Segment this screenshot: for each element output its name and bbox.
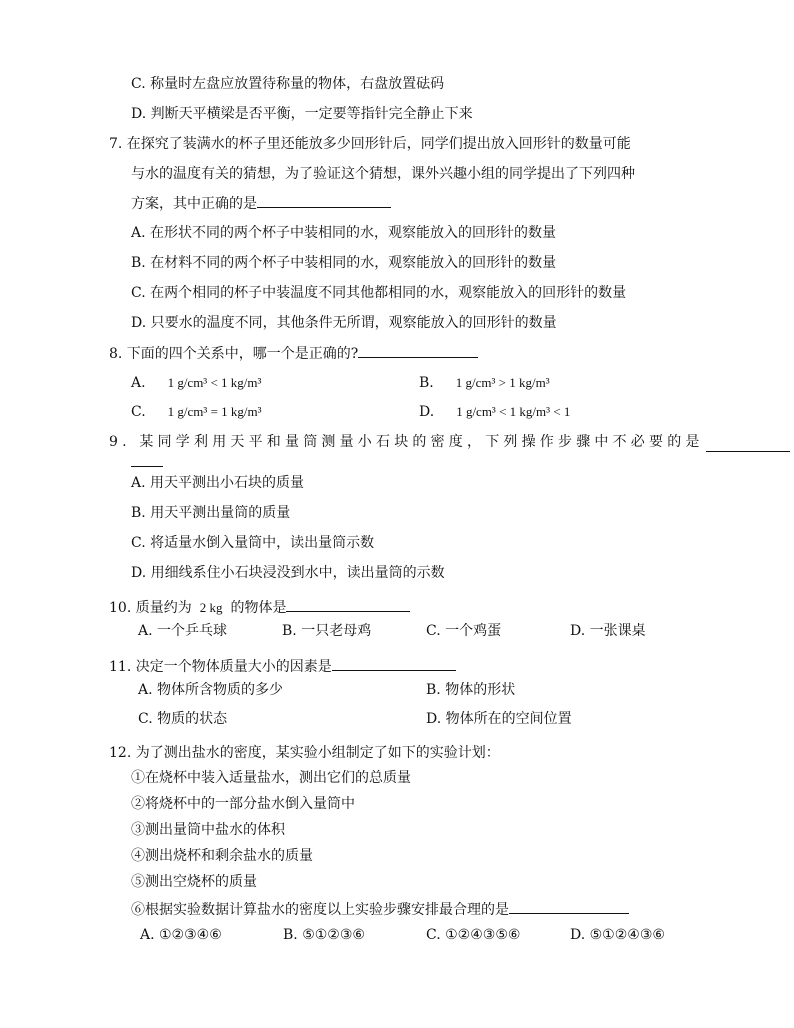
q10-stem xyxy=(109,597,410,618)
q8-option-d xyxy=(419,402,570,422)
q7-stem-line2: 与水的温度有关的猜想，为了验证这个猜想，课外兴趣小组的同学提出了下列四种 xyxy=(131,166,635,182)
q10-option-c: C. 一个鸡蛋 xyxy=(426,623,502,639)
q8-stem-text: 8. 下面的四个关系中，哪一个是正确的? xyxy=(109,346,359,362)
q9-option-b: B. 用天平测出量筒的质量 xyxy=(131,505,291,521)
q8-option-b-label: B. xyxy=(419,375,434,391)
q12-answer-blank[interactable] xyxy=(509,899,629,914)
q10-option-a: A. 一个乒乓球 xyxy=(138,623,228,639)
q12-stem: 12. 为了测出盐水的密度，某实验小组制定了如下的实验计划： xyxy=(109,745,500,761)
q11-answer-blank[interactable] xyxy=(332,656,456,671)
q7-stem-line1: 7. 在探究了装满水的杯子里还能放多少回形针后，同学们提出放入回形针的数量可能 xyxy=(109,136,631,152)
q11-option-c: C. 物质的状态 xyxy=(138,711,228,727)
q6-option-c: C. 称量时左盘应放置待称量的物体，右盘放置砝码 xyxy=(131,76,445,92)
q7-option-c: C. 在两个相同的杯子中装温度不同其他都相同的水，观察能放入的回形针的数量 xyxy=(131,285,627,301)
q8-option-d-text: 1 g/cm³ < 1 kg/m³ < 1 xyxy=(456,404,571,419)
q12-step-3: ③测出量筒中盐水的体积 xyxy=(131,822,285,838)
q8-option-d-label: D. xyxy=(419,404,435,420)
q9-option-c: C. 将适量水倒入量筒中，读出量筒示数 xyxy=(131,535,375,551)
q6-option-d: D. 判断天平横梁是否平衡，一定要等指针完全静止下来 xyxy=(131,106,473,122)
q10-option-d: D. 一张课桌 xyxy=(570,623,646,639)
q8-answer-blank[interactable] xyxy=(358,343,478,358)
q7-option-d: D. 只要水的温度不同，其他条件无所谓，观察能放入的回形针的数量 xyxy=(131,315,557,331)
q11-option-b: B. 物体的形状 xyxy=(426,682,516,698)
q7-answer-blank[interactable] xyxy=(257,193,391,208)
q12-option-b: B. ⑤①②③⑥ xyxy=(283,927,365,943)
q12-option-a: A. ①②③④⑥ xyxy=(140,927,222,943)
q11-stem xyxy=(109,656,456,677)
q8-stem xyxy=(109,343,478,364)
q9-answer-blank-cont[interactable] xyxy=(131,452,163,467)
q7-stem-line3 xyxy=(131,193,391,214)
q12-step-6-text: ⑥根据实验数据计算盐水的密度以上实验步骤安排最合理的是 xyxy=(131,902,509,918)
q8-option-c xyxy=(131,402,262,422)
q10-answer-blank[interactable] xyxy=(286,597,410,612)
q10-option-b: B. 一只老母鸡 xyxy=(282,623,372,639)
q8-option-a-label: A. xyxy=(131,375,146,391)
q11-stem-text: 11. 决定一个物体质量大小的因素是 xyxy=(109,659,332,675)
q8-option-c-text: 1 g/cm³ = 1 kg/m³ xyxy=(167,404,262,419)
q11-option-d: D. 物体所在的空间位置 xyxy=(426,711,572,727)
q10-stem-math: 2 kg xyxy=(199,600,223,615)
q12-step-4: ④测出烧杯和剩余盐水的质量 xyxy=(131,848,313,864)
q8-option-a xyxy=(131,373,261,393)
q7-option-b: B. 在材料不同的两个杯子中装相同的水，观察能放入的回形针的数量 xyxy=(131,255,557,271)
q9-option-a: A. 用天平测出小石块的质量 xyxy=(131,475,305,491)
q8-option-c-label: C. xyxy=(131,404,146,420)
q8-option-a-text: 1 g/cm³ < 1 kg/m³ xyxy=(167,375,262,390)
q7-option-a: A. 在形状不同的两个杯子中装相同的水，观察能放入的回形针的数量 xyxy=(131,225,557,241)
q12-step-5: ⑤测出空烧杯的质量 xyxy=(131,874,257,890)
q10-stem-pre: 10. 质量约为 xyxy=(109,600,192,616)
q12-option-c: C. ①②④③⑤⑥ xyxy=(426,927,521,943)
q11-option-a: A. 物体所含物质的多少 xyxy=(138,682,284,698)
q12-step-6 xyxy=(131,899,629,920)
q7-stem-text: 方案，其中正确的是 xyxy=(131,196,257,212)
q9-stem: 9. 某同学利用天平和量筒测量小石块的密度，下列操作步骤中不必要的是 xyxy=(109,434,704,450)
q8-option-b-text: 1 g/cm³ > 1 kg/m³ xyxy=(455,375,550,390)
q12-step-1: ①在烧杯中装入适量盐水，测出它们的总质量 xyxy=(131,770,411,786)
q12-option-d: D. ⑤①②④③⑥ xyxy=(570,927,665,943)
q9-option-d: D. 用细线系住小石块浸没到水中，读出量筒的示数 xyxy=(131,565,445,581)
q12-step-2: ②将烧杯中的一部分盐水倒入量筒中 xyxy=(131,796,355,812)
q8-option-b xyxy=(419,373,550,393)
q10-stem-post: 的物体是 xyxy=(230,600,287,616)
q9-answer-blank[interactable] xyxy=(706,437,790,452)
